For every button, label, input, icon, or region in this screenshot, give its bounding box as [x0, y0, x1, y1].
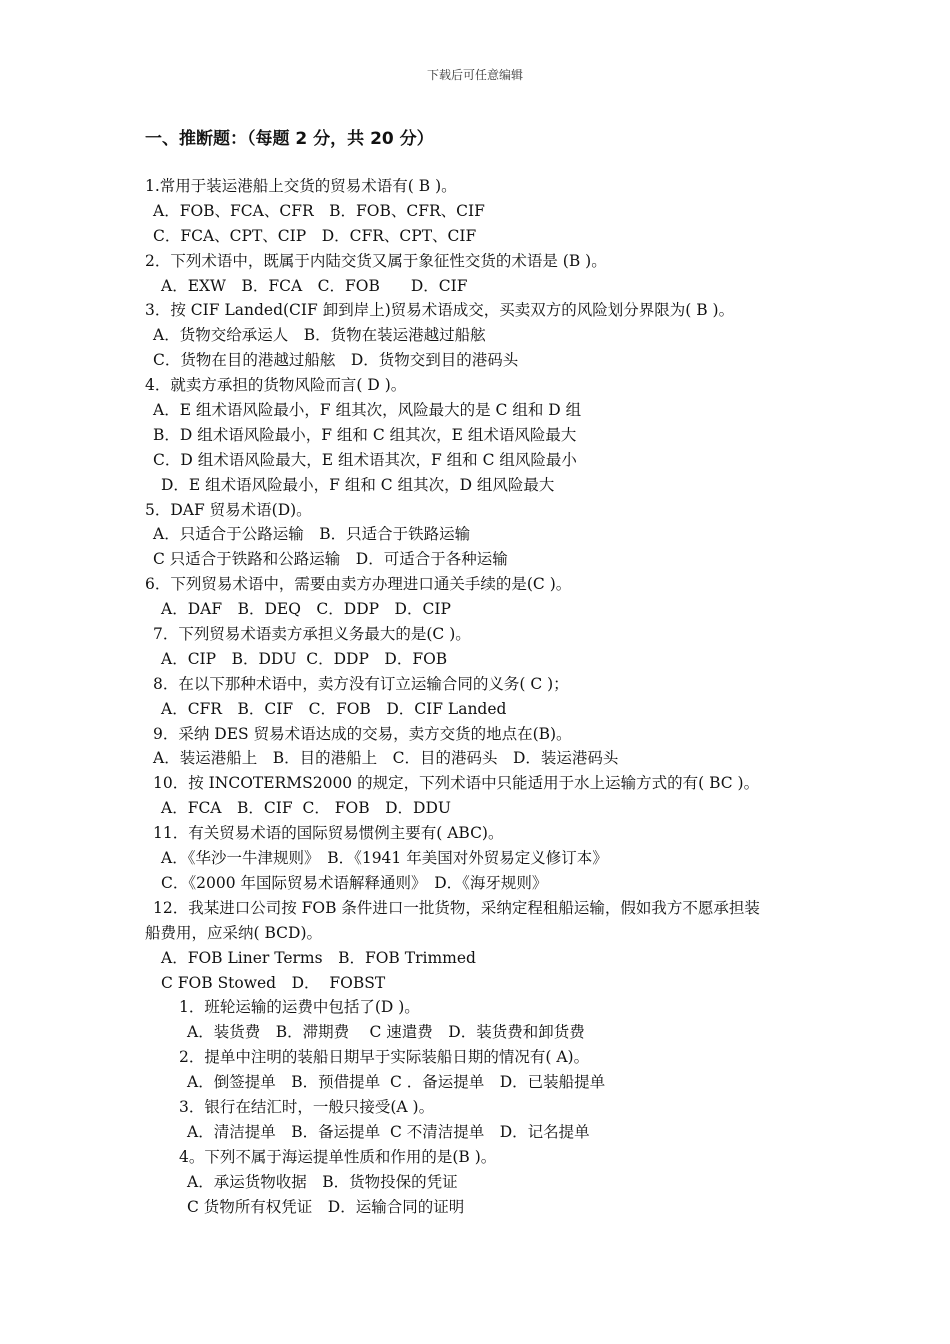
shipping-question-4: 4。下列不属于海运提单性质和作用的是(B )。: [179, 1147, 497, 1166]
question-9: 9．采纳 DES 贸易术语达成的交易，卖方交货的地点在(B)。: [153, 724, 572, 743]
question-6: 6．下列贸易术语中，需要由卖方办理进口通关手续的是(C )。: [145, 575, 572, 594]
question-3: 3．按 CIF Landed(CIF 卸到岸上)贸易术语成交，买卖双方的风险划分界限为( B )。: [145, 301, 735, 320]
question-11-option: A．《华沙一牛津规则》 B．《1941 年美国对外贸易定义修订本》: [161, 849, 608, 868]
shipping-question-1: 1．班轮运输的运费中包括了(D )。: [179, 998, 420, 1017]
shipping-question-2-option: A．倒签提单 B．预借提单 C ．备运提单 D．已装船提单: [187, 1073, 606, 1092]
question-12-cont: 船费用，应采纳( BCD)。: [145, 923, 322, 942]
question-list: [145, 174, 810, 1219]
question-12-option: A．FOB Liner Terms B．FOB Trimmed: [161, 948, 476, 967]
question-4-option: D．E 组术语风险最小，F 组和 C 组其次，D 组风险最大: [161, 475, 555, 494]
question-2-option: A．EXW B．FCA C．FOB D．CIF: [161, 276, 468, 295]
question-1-option: C．FCA、CPT、CIP D．CFR、CPT、CIF: [153, 226, 477, 245]
question-4-option: C．D 组术语风险最大，E 组术语其次，F 组和 C 组风险最小: [153, 450, 577, 469]
question-8: 8．在以下那种术语中，卖方没有订立运输合同的义务( C )；: [153, 674, 569, 693]
shipping-question-4-option: C 货物所有权凭证 D．运输合同的证明: [187, 1197, 465, 1216]
question-11-option: C．《2000 年国际贸易术语解释通则》 D．《海牙规则》: [161, 873, 548, 892]
question-1-option: A．FOB、FCA、CFR B．FOB、CFR、CIF: [153, 201, 485, 220]
question-3-option: C．货物在目的港越过船舷 D．货物交到目的港码头: [153, 351, 519, 370]
question-11: 11．有关贸易术语的国际贸易惯例主要有( ABC)。: [153, 824, 504, 843]
question-4-option: B．D 组术语风险最小，F 组和 C 组其次，E 组术语风险最大: [153, 425, 577, 444]
question-12: 12．我某进口公司按 FOB 条件进口一批货物，采纳定程租船运输，假如我方不愿承担装: [153, 898, 760, 917]
question-10-option: A．FCA B．CIF C． FOB D．DDU: [161, 799, 451, 818]
question-4-option: A．E 组术语风险最小，F 组其次，风险最大的是 C 组和 D 组: [153, 401, 582, 420]
shipping-question-3-option: A．清洁提单 B．备运提单 C 不清洁提单 D．记名提单: [187, 1122, 590, 1141]
question-5-option: C 只适合于铁路和公路运输 D．可适合于各种运输: [153, 550, 508, 569]
question-2: 2．下列术语中，既属于内陆交货又属于象征性交货的术语是 (B )。: [145, 251, 607, 270]
question-8-option: A．CFR B．CIF C．FOB D．CIF Landed: [161, 699, 507, 718]
question-3-option: A．货物交给承运人 B．货物在装运港越过船舷: [153, 326, 486, 345]
shipping-question-4-option: A．承运货物收据 B．货物投保的凭证: [187, 1172, 458, 1191]
question-7-option: A．CIP B．DDU C．DDP D．FOB: [161, 649, 448, 668]
question-5-option: A．只适合于公路运输 B．只适合于铁路运输: [153, 525, 471, 544]
page-header: 下载后可任意编辑: [426, 68, 523, 82]
shipping-question-1-option: A．装货费 B．滞期费 C 速遣费 D．装货费和卸货费: [187, 1023, 585, 1042]
shipping-question-3: 3．银行在结汇时，一般只接受(A )。: [179, 1097, 435, 1116]
question-1: 1.常用于装运港船上交货的贸易术语有( B )。: [145, 177, 457, 195]
question-7: 7．下列贸易术语卖方承担义务最大的是(C )。: [153, 625, 471, 644]
question-4: 4．就卖方承担的货物风险而言( D )。: [145, 376, 407, 395]
question-12-option: C FOB Stowed D． FOBST: [161, 973, 386, 992]
section-title: 一、推断题：（每题 2 分，共 20 分）: [145, 129, 434, 149]
question-5: 5．DAF 贸易术语(D)。: [145, 500, 312, 519]
question-9-option: A．装运港船上 B．目的港船上 C．目的港码头 D．装运港码头: [153, 749, 619, 768]
shipping-question-2: 2．提单中注明的装船日期早于实际装船日期的情况有( A)。: [179, 1048, 590, 1067]
question-10: 10．按 INCOTERMS2000 的规定，下列术语中只能适用于水上运输方式的有( BC )。: [153, 774, 760, 793]
question-6-option: A．DAF B．DEQ C．DDP D．CIP: [161, 600, 451, 619]
